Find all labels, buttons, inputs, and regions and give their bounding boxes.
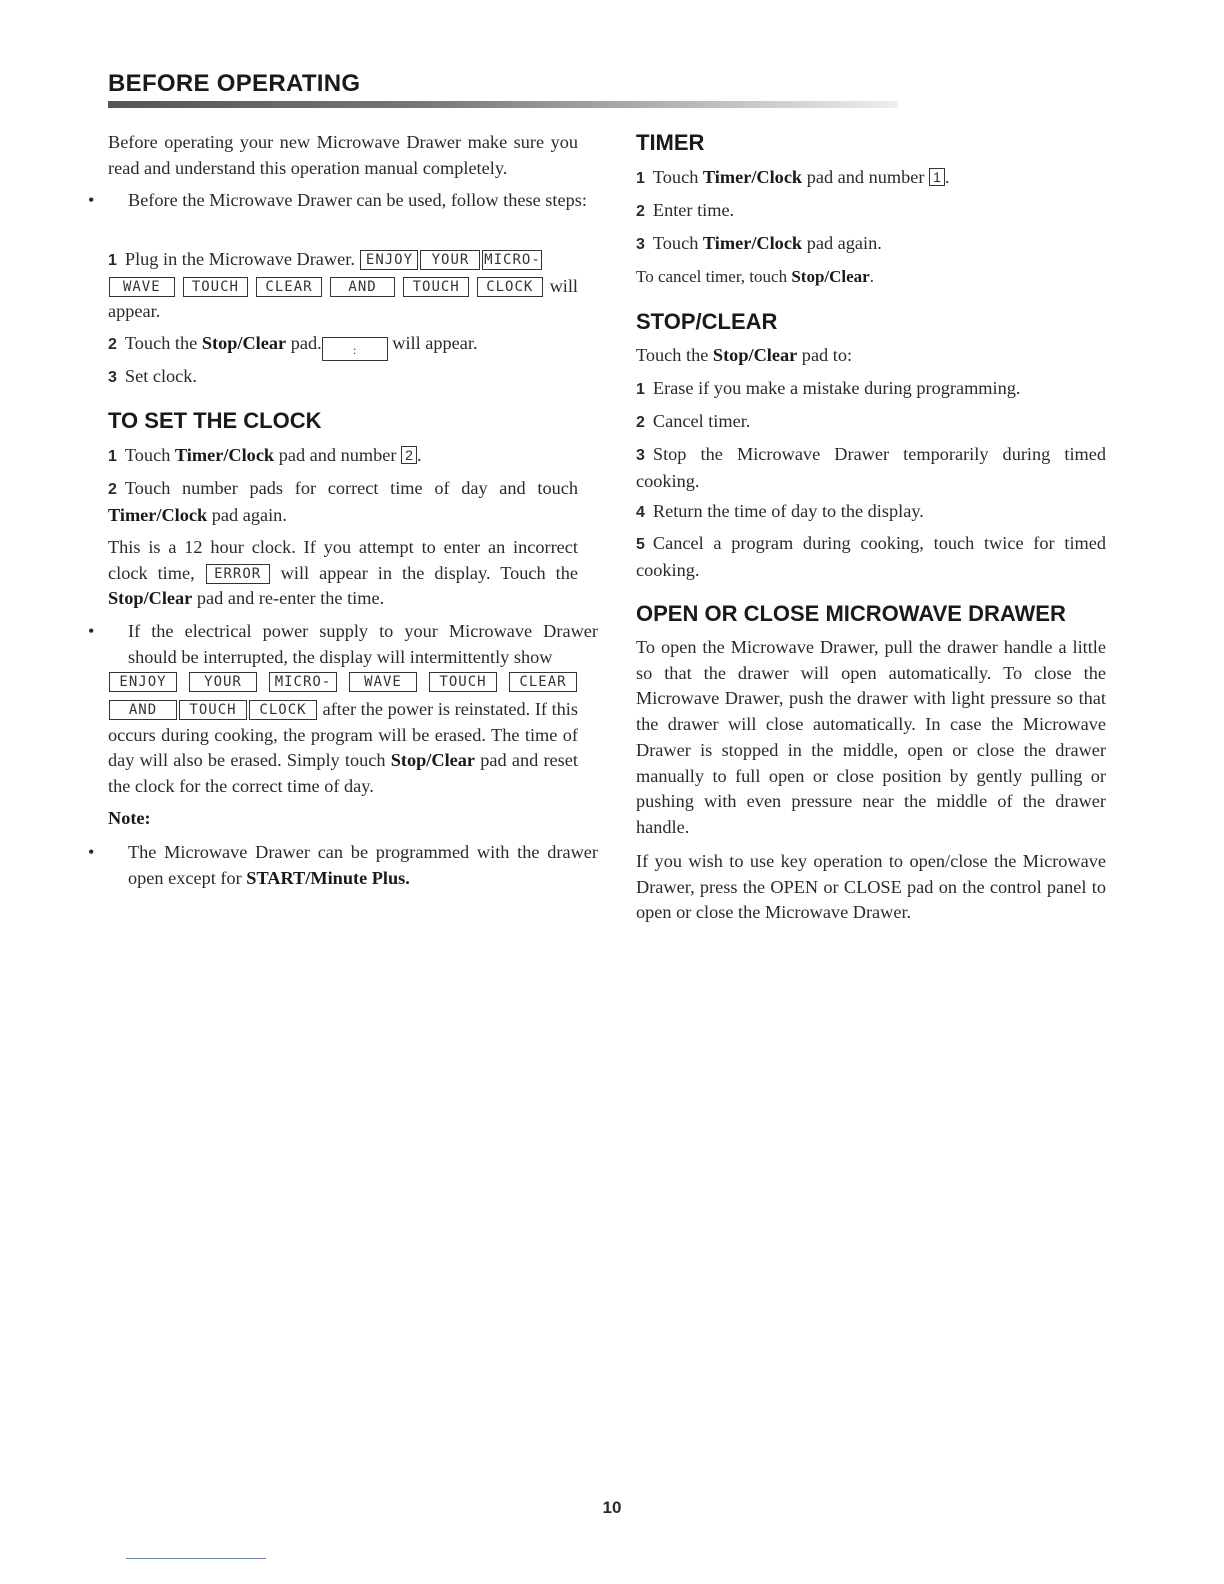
display-word: MICRO- — [269, 672, 337, 692]
clock-step-2: 2 Touch number pads for correct time of day and touch Timer/Clock pad again. — [108, 478, 578, 525]
display-word: CLEAR — [509, 672, 577, 692]
step-2: 2 Touch the Stop/Clear pad. : will appear. — [108, 331, 578, 361]
number-pad-box: 1 — [929, 168, 945, 186]
display-word: CLOCK — [477, 277, 543, 297]
intro-paragraph: Before operating your new Microwave Drawer make sure you read and understand this operation manual completely. — [108, 132, 578, 178]
note-bullet: • The Microwave Drawer can be programmed with the drawer open except for START/Minute Plus. — [88, 842, 598, 888]
page-number: 10 — [602, 1498, 622, 1517]
timer-heading: TIMER — [636, 130, 705, 155]
step-number: 2 — [636, 203, 645, 220]
step-1-text: Plug in the Microwave Drawer. — [124, 249, 355, 269]
display-word: ENJOY — [360, 250, 418, 270]
stop-intro: Touch the Stop/Clear pad to: — [636, 345, 853, 365]
steps-bullet-text: Before the Microwave Drawer can be used, follow these steps: — [128, 190, 587, 210]
clock-step-1: 1 Touch Timer/Clock pad and number 2 . — [108, 445, 422, 465]
clock-heading: TO SET THE CLOCK — [108, 408, 322, 433]
display-word: TOUCH — [183, 277, 249, 297]
power-after: AND TOUCH CLOCK after the power is reinstated. If this occurs during cooking, the program will be erased. The time of day will also be erased. Simply touch Stop/Clear pad and reset the clock for the correct time of day. — [108, 699, 579, 797]
step-1-will: will — [549, 276, 579, 296]
step-number: 3 — [636, 447, 645, 464]
stop-item-3: 3 Stop the Microwave Drawer temporarily during timed cooking. — [636, 444, 1106, 491]
step-number: 1 — [636, 381, 645, 398]
bullet-icon: • — [88, 621, 95, 641]
step-number: 1 — [108, 448, 117, 465]
display-word: ENJOY — [109, 672, 177, 692]
step-number: 2 — [108, 481, 117, 498]
drawer-paragraph-2: If you wish to use key operation to open/close the Microwave Drawer, press the OPEN or CLOSE pad on the control panel to open or close the Microwave Drawer. — [636, 851, 1106, 923]
title-rule — [108, 101, 898, 108]
step-number: 5 — [636, 536, 645, 553]
step-1 — [108, 247, 578, 274]
footer-line — [126, 1558, 266, 1559]
number-pad-box: 2 — [401, 446, 417, 464]
display-word: TOUCH — [179, 700, 247, 720]
stop-clear-heading: STOP/CLEAR — [636, 309, 778, 334]
clock-paragraph: This is a 12 hour clock. If you attempt to enter an incorrect clock time, ERROR will appear in the display. Touch the Stop/Clear pad and re-enter the time. — [108, 537, 578, 609]
page-title: BEFORE OPERATING — [108, 70, 361, 97]
timer-step-2: 2 Enter time. — [636, 200, 735, 220]
display-word: CLOCK — [249, 700, 317, 720]
drawer-paragraph-1: To open the Microwave Drawer, pull the drawer handle a little so that the drawer will open automatically. To close the Microwave Drawer, push the drawer with light pressure so that the drawer will close automatically. In case the Microwave Drawer is stopped in the middle, open or close the drawer manually to full open or close position by gently pulling or pushing with even pressure near the middle of the drawer handle. — [636, 637, 1106, 837]
display-word: TOUCH — [429, 672, 497, 692]
step-number: 2 — [636, 414, 645, 431]
timer-step-3: 3 Touch Timer/Clock pad again. — [636, 233, 882, 253]
stop-clear-label: Stop/Clear — [201, 333, 287, 353]
display-word: AND — [330, 277, 396, 297]
step-1-appear: appear. — [108, 301, 161, 321]
display-word: WAVE — [109, 277, 175, 297]
display-word: YOUR — [420, 250, 480, 270]
step-number: 1 — [636, 170, 645, 187]
display-word: CLEAR — [256, 277, 322, 297]
power-bullet: • If the electrical power supply to your Microwave Drawer should be interrupted, the display will intermittently show — [88, 621, 598, 667]
stop-item-2: 2 Cancel timer. — [636, 411, 751, 431]
bullet-icon: • — [88, 190, 95, 210]
note-label: Note: — [108, 808, 151, 828]
step-number: 2 — [108, 336, 117, 353]
step-number: 3 — [108, 369, 117, 386]
step-3: 3 Set clock. — [108, 366, 197, 386]
blank-display: : — [322, 337, 388, 361]
step-number: 1 — [108, 252, 117, 269]
display-word: WAVE — [349, 672, 417, 692]
step-1-display-row — [108, 274, 578, 300]
step-number: 3 — [636, 236, 645, 253]
step-number: 4 — [636, 504, 645, 521]
power-display-row — [108, 672, 578, 692]
bullet-icon: • — [88, 842, 95, 862]
drawer-heading: OPEN OR CLOSE MICROWAVE DRAWER — [636, 601, 1066, 626]
display-word: MICRO- — [484, 252, 541, 268]
steps-bullet — [88, 188, 598, 214]
stop-item-5: 5 Cancel a program during cooking, touch twice for timed cooking. — [636, 533, 1106, 580]
display-word: AND — [109, 700, 177, 720]
stop-item-4: 4 Return the time of day to the display. — [636, 501, 924, 521]
error-display: ERROR — [206, 564, 270, 584]
display-word: YOUR — [189, 672, 257, 692]
stop-item-1: 1 Erase if you make a mistake during programming. — [636, 378, 1021, 398]
display-word: TOUCH — [403, 277, 469, 297]
timer-step-1: 1 Touch Timer/Clock pad and number 1 . — [636, 167, 950, 187]
timer-cancel: To cancel timer, touch Stop/Clear. — [636, 267, 874, 286]
